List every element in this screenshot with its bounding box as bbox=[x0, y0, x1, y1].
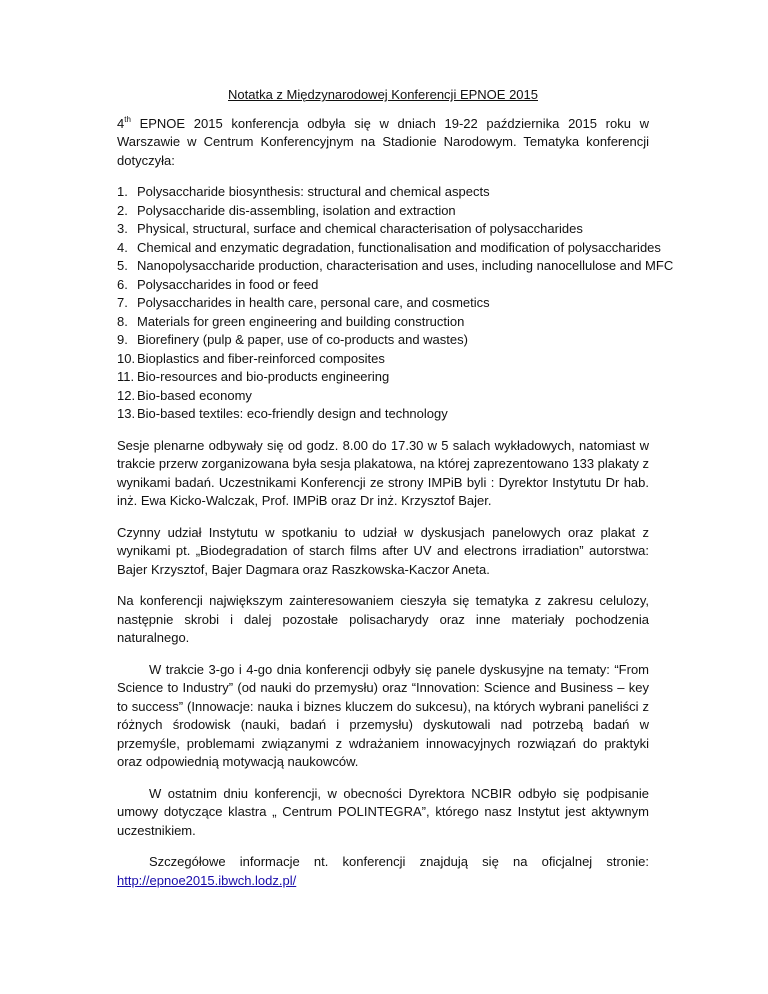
participation-paragraph: Czynny udział Instytutu w spotkaniu to udział w dyskusjach panelowych oraz plakat z wynikami pt. „Biodegradation of starch films after UV and electrons irradiation” autorstwa: Bajer Krzysztof, Bajer Dagmara oraz Raszkowska-Kaczor Aneta. bbox=[117, 524, 649, 577]
list-item bbox=[117, 368, 649, 387]
list-item-number: 10. bbox=[117, 350, 136, 366]
list-item bbox=[117, 220, 649, 239]
list-item-number: 4. bbox=[117, 239, 128, 255]
list-item-number: 6. bbox=[117, 276, 128, 292]
panels-paragraph: W trakcie 3-go i 4-go dnia konferencji odbyły się panele dyskusyjne na tematy: “From Science to Industry” (od nauki do przemysłu) oraz “Innovation: Science and Business – key to success” (Innowacje: nauka i biznes kluczem do sukcesu), na których wybrani paneliści z różnych środowisk (nauki, badań i przemysłu) dyskutowali nad potrzebą badań w przemyśle, problemami związanymi z wdrażaniem innowacyjnych rozwiązań do praktyki oraz odpowiednią motywacją naukowców. bbox=[117, 661, 649, 769]
agreement-paragraph: W ostatnim dniu konferencji, w obecności Dyrektora NCBIR odbyło się podpisanie umowy dotyczące klastra „ Centrum POLINTEGRA”, którego nasz Instytut jest aktywnym uczestnikiem. bbox=[117, 785, 649, 838]
intro-paragraph bbox=[117, 115, 649, 171]
list-item-text: Polysaccharides in health care, personal care, and cosmetics bbox=[137, 295, 490, 310]
list-item-text: Chemical and enzymatic degradation, functionalisation and modification of polysaccharides bbox=[137, 239, 661, 255]
list-item-text: Bio-resources and bio-products engineering bbox=[137, 369, 390, 384]
details-paragraph bbox=[117, 853, 649, 890]
list-item-number: 3. bbox=[117, 221, 128, 236]
document-page bbox=[117, 86, 674, 903]
list-item bbox=[117, 239, 661, 258]
list-item bbox=[117, 257, 674, 276]
list-item bbox=[117, 405, 649, 424]
list-item-number: 7. bbox=[117, 295, 128, 310]
list-item-text: Polysaccharide dis-assembling, isolation and extraction bbox=[137, 202, 456, 218]
sessions-paragraph: Sesje plenarne odbywały się od godz. 8.00 do 17.30 w 5 salach wykładowych, natomiast w trakcie przerw zorganizowana była sesja plakatowa, na której zaprezentowano 133 plakaty z wynikami badań. Uczestnikami Konferencji ze strony IMPiB byli : Dyrektor Instytutu Dr hab. inż. Ewa Kicko-Walczak, Prof. IMPiB oraz Dr inż. Krzysztof Bajer. bbox=[117, 437, 649, 508]
intro-text: EPNOE 2015 konferencja odbyła się w dniach 19-22 października 2015 roku w Warszawie w Centrum Konferencyjnym na Stadionie Narodowym. Tematyka konferencji dotyczyła: bbox=[117, 115, 649, 168]
list-item-number: 5. bbox=[117, 258, 128, 273]
interest-paragraph: Na konferencji największym zainteresowaniem cieszyła się tematyka z zakresu celulozy, następnie skrobi i dalej pozostałe polisacharydy oraz inne materiały pochodzenia naturalnego. bbox=[117, 593, 649, 645]
list-item-number: 13. bbox=[117, 406, 136, 421]
list-item-text: Biorefinery (pulp & paper, use of co-products and wastes) bbox=[137, 332, 468, 347]
list-item bbox=[117, 294, 649, 313]
document-title: Notatka z Międzynarodowej Konferencji EPNOE 2015 bbox=[228, 87, 538, 102]
list-item-number: 2. bbox=[117, 202, 128, 218]
list-item-text: Materials for green engineering and building construction bbox=[137, 313, 465, 329]
list-item-text: Bio-based textiles: eco-friendly design and technology bbox=[137, 406, 448, 421]
list-item-text: Nanopolysaccharide production, characterisation and uses, including nanocellulose and MFC bbox=[137, 258, 674, 273]
topics-list bbox=[117, 183, 674, 424]
list-item-number: 8. bbox=[117, 313, 128, 329]
list-item bbox=[117, 202, 649, 221]
list-item-number: 1. bbox=[117, 184, 128, 199]
intro-ordinal: 4 bbox=[117, 115, 125, 131]
list-item-text: Polysaccharides in food or feed bbox=[137, 276, 319, 292]
list-item bbox=[117, 313, 649, 332]
list-item bbox=[117, 183, 649, 202]
list-item bbox=[117, 276, 649, 295]
list-item-number: 9. bbox=[117, 332, 128, 347]
list-item-number: 12. bbox=[117, 387, 136, 403]
list-item-text: Polysaccharide biosynthesis: structural and chemical aspects bbox=[137, 184, 490, 199]
list-item bbox=[117, 350, 649, 369]
list-item-text: Bioplastics and fiber-reinforced composites bbox=[137, 350, 385, 366]
list-item bbox=[117, 387, 649, 406]
details-text: Szczegółowe informacje nt. konferencji znajdują się na oficjalnej stronie: bbox=[149, 854, 649, 869]
intro-ordinal-suffix: th bbox=[124, 114, 131, 124]
list-item-text: Physical, structural, surface and chemical characterisation of polysaccharides bbox=[137, 221, 583, 236]
list-item-number: 11. bbox=[117, 369, 135, 384]
conference-website-link[interactable]: http://epnoe2015.ibwch.lodz.pl/ bbox=[117, 872, 297, 888]
list-item bbox=[117, 331, 649, 350]
list-item-text: Bio-based economy bbox=[137, 387, 252, 403]
